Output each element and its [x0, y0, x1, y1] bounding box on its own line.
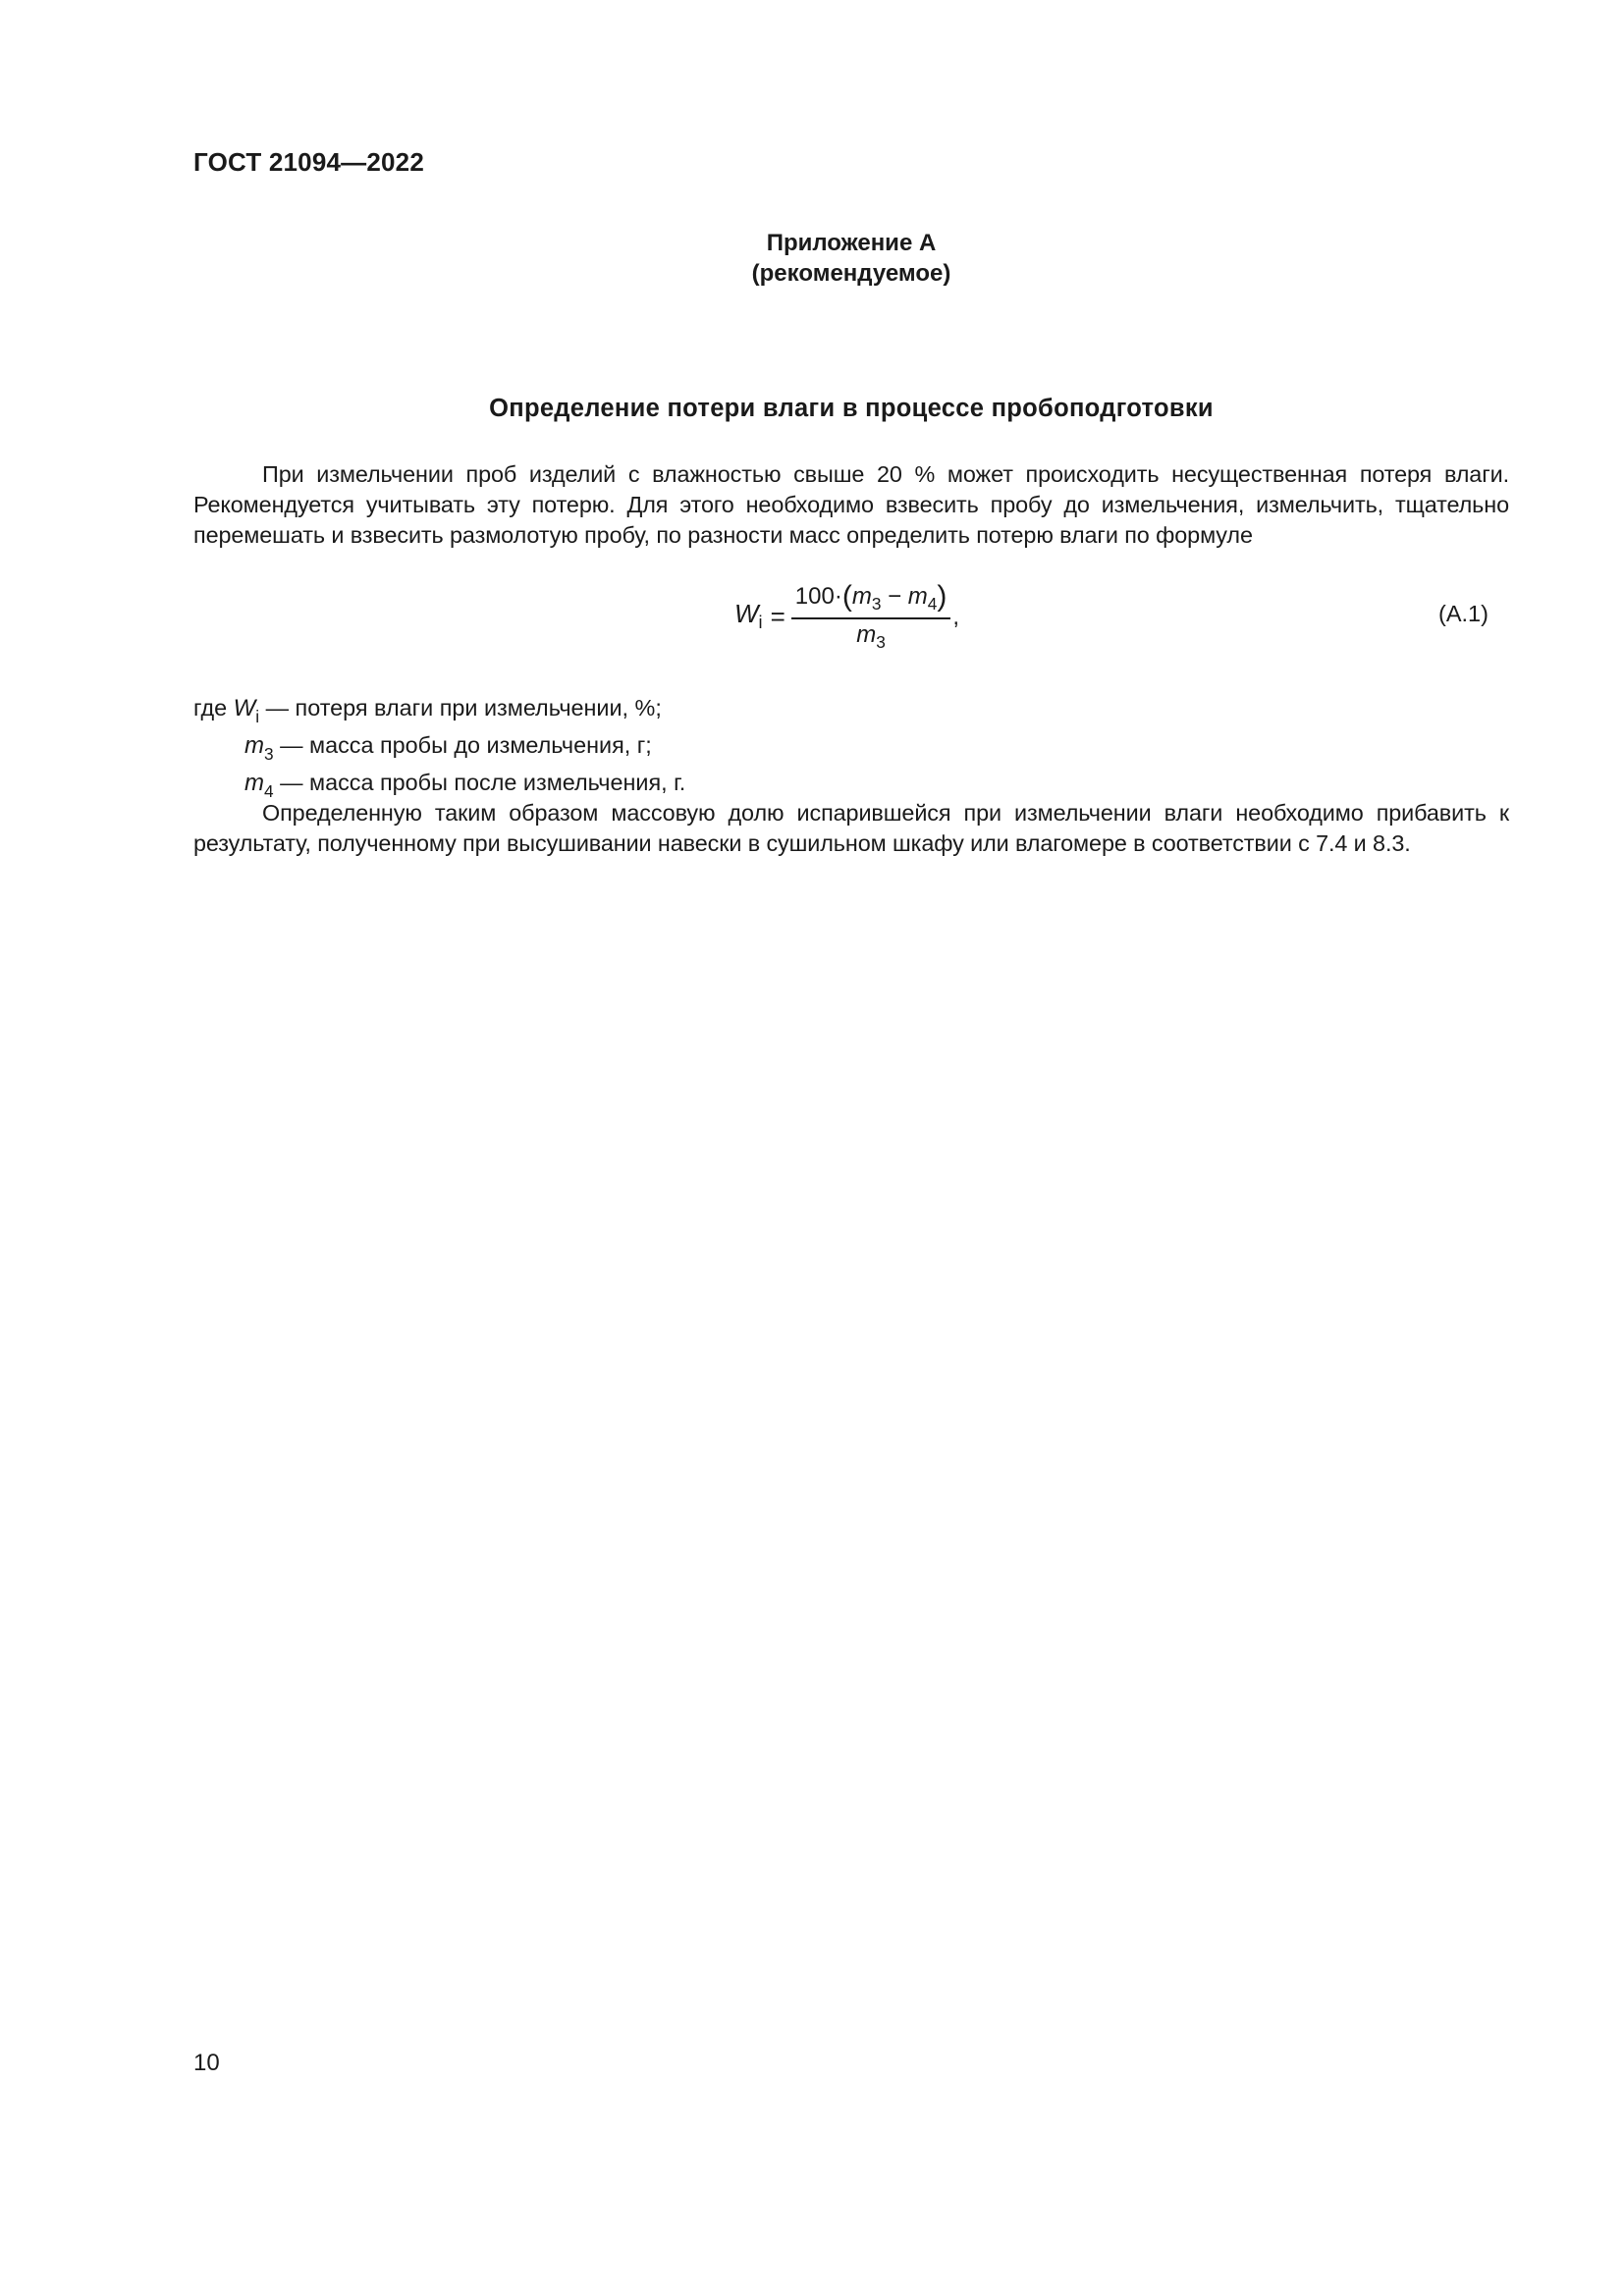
- formula-equals: =: [770, 601, 785, 631]
- formula-comma: ,: [952, 604, 960, 630]
- formula-fraction: [791, 580, 951, 652]
- definition-w-i: [193, 695, 685, 732]
- annex-status: (рекомендуемое): [751, 260, 951, 287]
- formula-a1: [734, 577, 959, 656]
- standard-designation: ГОСТ 21094—2022: [193, 147, 424, 177]
- definition-text: — потеря влаги при измельчении, %;: [265, 695, 662, 721]
- definition-m3: [193, 732, 685, 770]
- definition-text: — масса пробы после измельчения, г.: [280, 770, 686, 795]
- annex-title: Приложение А: [766, 230, 937, 256]
- page-number: 10: [193, 2050, 220, 2076]
- section-title: Определение потери влаги в процессе пробоподготовки: [489, 395, 1214, 422]
- definition-symbol: $m_3$: [244, 732, 274, 764]
- definition-symbol: $W_i$: [233, 695, 260, 726]
- annex-heading: [193, 228, 1509, 289]
- definition-text: — масса пробы до измельчения, г;: [280, 732, 652, 758]
- definition-symbol: $m_4$: [244, 770, 274, 801]
- intro-paragraph: При измельчении проб изделий с влажностью свыше 20 % может происходить несущественная потеря влаги. Рекомендуется учитывать эту потерю. Для этого необходимо взвесить пробу до измельчения, измельчить, тщательно перемешать и взвесить размолотую пробу, по разности масс определить потерю влаги по формуле: [193, 461, 1509, 548]
- definitions-list: [193, 695, 685, 807]
- formula-lhs: $W_i$: [734, 599, 763, 633]
- formula-number: (А.1): [1438, 601, 1489, 626]
- definitions-lead: где: [193, 695, 228, 721]
- conclusion-paragraph: Определенную таким образом массовую долю испарившейся при измельчении влаги необходимо прибавить к результату, полученному при высушивании навески в сушильном шкафу или влагомере в соответствии с 7.4 и 8.3.: [193, 800, 1509, 856]
- formula-numerator: $100\cdot(m_3 - m_4)$: [791, 580, 951, 618]
- formula-denominator: $m_3$: [856, 620, 886, 652]
